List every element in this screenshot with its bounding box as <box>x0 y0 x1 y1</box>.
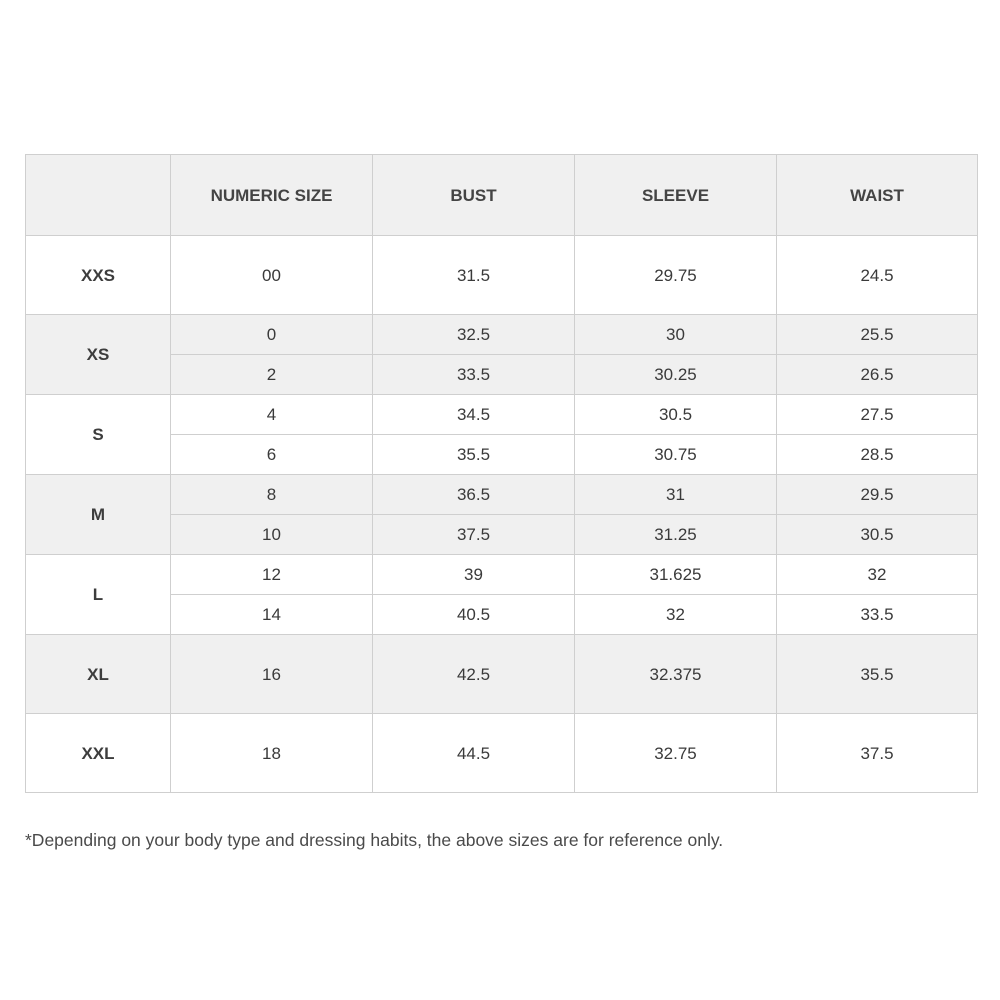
sleeve-cell: 29.75 <box>575 236 777 315</box>
waist-cell: 37.5 <box>777 714 978 793</box>
bust-cell: 37.5 <box>373 515 575 555</box>
footnote: *Depending on your body type and dressing habits, the above sizes are for reference only. <box>25 830 724 850</box>
table-row <box>26 714 978 793</box>
numeric-size-cell: 0 <box>171 315 373 355</box>
sleeve-cell: 30 <box>575 315 777 355</box>
table-row <box>26 555 978 595</box>
size-chart-body <box>26 236 978 793</box>
waist-cell: 33.5 <box>777 595 978 635</box>
numeric-size-cell: 2 <box>171 355 373 395</box>
bust-cell: 31.5 <box>373 236 575 315</box>
table-row <box>26 236 978 315</box>
bust-cell: 34.5 <box>373 395 575 435</box>
sleeve-cell: 31 <box>575 475 777 515</box>
size-label-cell: S <box>26 395 171 475</box>
size-label-cell: L <box>26 555 171 635</box>
table-row <box>26 635 978 714</box>
numeric-size-cell: 16 <box>171 635 373 714</box>
bust-cell: 44.5 <box>373 714 575 793</box>
sleeve-cell: 31.625 <box>575 555 777 595</box>
waist-cell: 27.5 <box>777 395 978 435</box>
waist-cell: 26.5 <box>777 355 978 395</box>
header-cell-bust: BUST <box>373 155 575 236</box>
numeric-size-cell: 8 <box>171 475 373 515</box>
numeric-size-cell: 00 <box>171 236 373 315</box>
sleeve-cell: 32.375 <box>575 635 777 714</box>
bust-cell: 33.5 <box>373 355 575 395</box>
numeric-size-cell: 12 <box>171 555 373 595</box>
sleeve-cell: 32.75 <box>575 714 777 793</box>
sleeve-cell: 32 <box>575 595 777 635</box>
waist-cell: 35.5 <box>777 635 978 714</box>
bust-cell: 40.5 <box>373 595 575 635</box>
numeric-size-cell: 4 <box>171 395 373 435</box>
bust-cell: 35.5 <box>373 435 575 475</box>
header-cell-numeric-size: NUMERIC SIZE <box>171 155 373 236</box>
size-label-cell: XS <box>26 315 171 395</box>
bust-cell: 36.5 <box>373 475 575 515</box>
size-label-cell: XXL <box>26 714 171 793</box>
bust-cell: 39 <box>373 555 575 595</box>
numeric-size-cell: 6 <box>171 435 373 475</box>
bust-cell: 42.5 <box>373 635 575 714</box>
waist-cell: 30.5 <box>777 515 978 555</box>
header-cell-sleeve: SLEEVE <box>575 155 777 236</box>
numeric-size-cell: 18 <box>171 714 373 793</box>
header-row <box>26 155 978 236</box>
numeric-size-cell: 14 <box>171 595 373 635</box>
header-cell-waist: WAIST <box>777 155 978 236</box>
waist-cell: 29.5 <box>777 475 978 515</box>
waist-cell: 32 <box>777 555 978 595</box>
size-label-cell: XXS <box>26 236 171 315</box>
table-row <box>26 395 978 435</box>
table-row <box>26 475 978 515</box>
sleeve-cell: 30.25 <box>575 355 777 395</box>
size-chart-header <box>26 155 978 236</box>
size-label-cell: XL <box>26 635 171 714</box>
table-row <box>26 315 978 355</box>
header-cell-size-label <box>26 155 171 236</box>
size-chart-table <box>25 154 978 793</box>
numeric-size-cell: 10 <box>171 515 373 555</box>
waist-cell: 25.5 <box>777 315 978 355</box>
size-label-cell: M <box>26 475 171 555</box>
bust-cell: 32.5 <box>373 315 575 355</box>
sleeve-cell: 31.25 <box>575 515 777 555</box>
waist-cell: 24.5 <box>777 236 978 315</box>
sleeve-cell: 30.75 <box>575 435 777 475</box>
sleeve-cell: 30.5 <box>575 395 777 435</box>
waist-cell: 28.5 <box>777 435 978 475</box>
